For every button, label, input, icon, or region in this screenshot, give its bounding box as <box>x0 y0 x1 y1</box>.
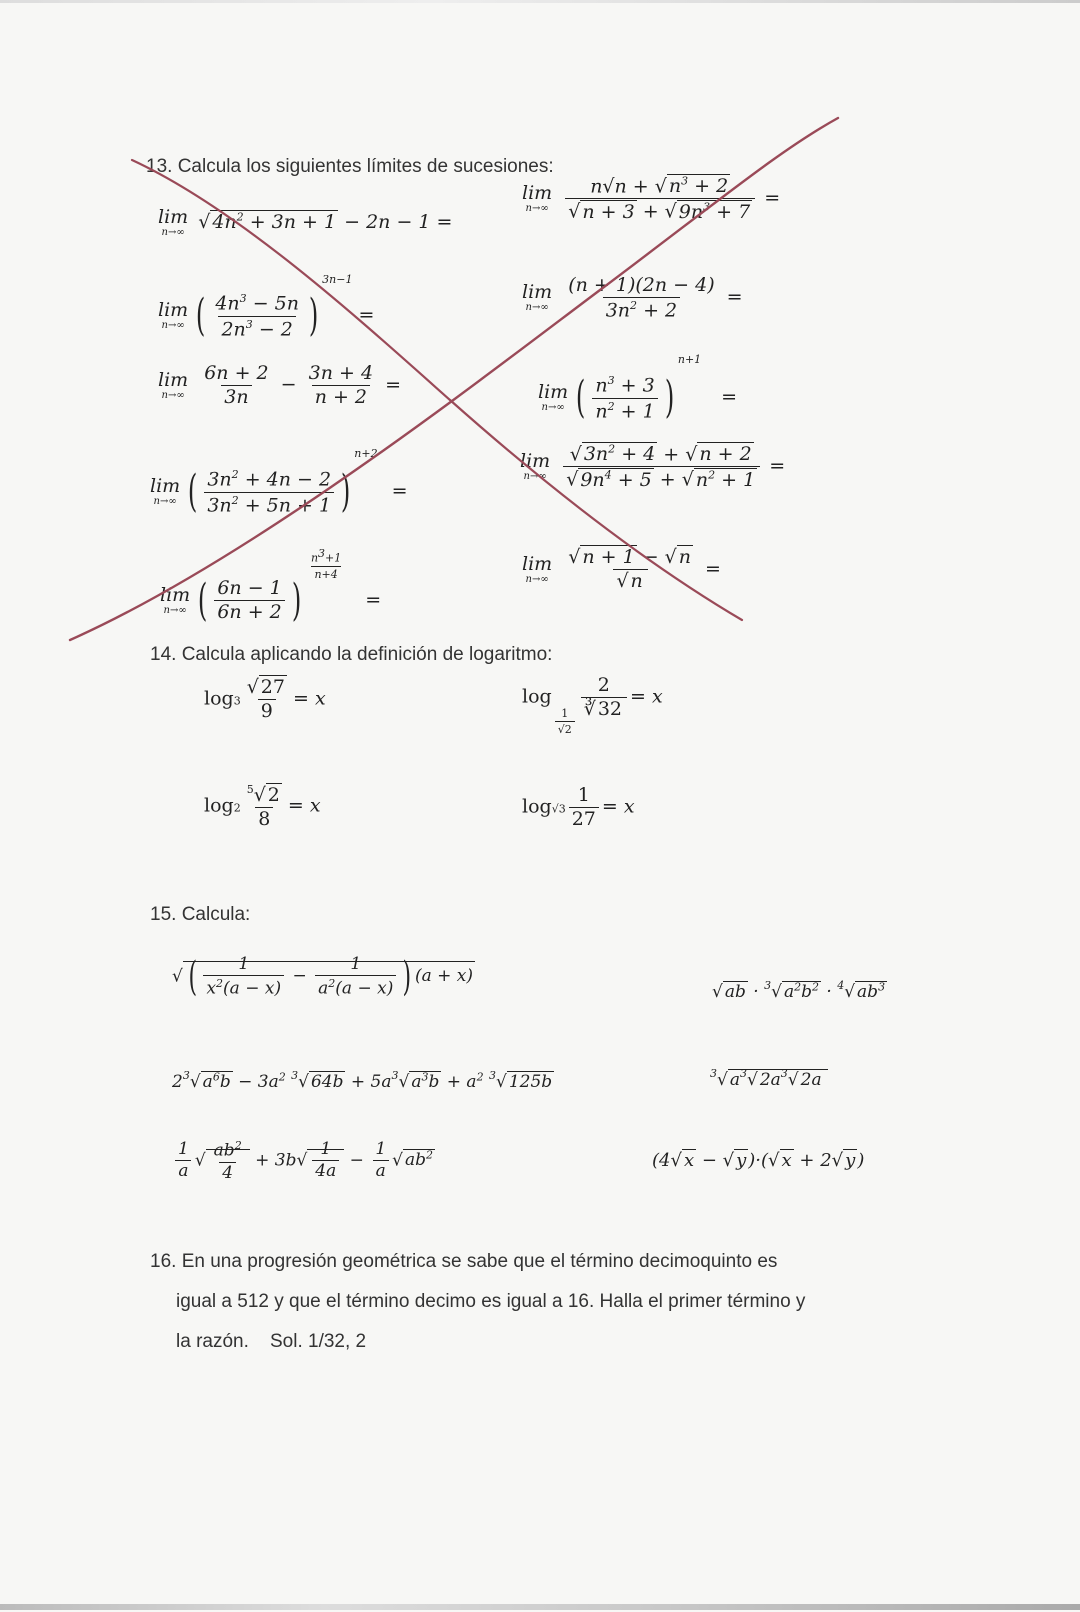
limit-1: lim n→∞ √ $4n^2 + 3n + 1 - 2n - 1$ = <box>158 206 453 238</box>
limit-9: lim n→∞ ( $\frac{6n - 1}{6n + 2}$ ) $\frac{n3+1}{n+4}$ = <box>160 547 382 626</box>
section-16-line-1: 16. En una progresión geométrica se sabe que el término decimoquinto es <box>150 1251 778 1272</box>
section-14-title: 14. Calcula aplicando la definición de logaritmo: <box>150 644 553 665</box>
log-item-3: log2 $\frac{^5√ 2}{8}$ = x <box>204 783 321 830</box>
expr-item-1: √ ( $\frac{1}{x^2(a - x)}$ − $\frac{1}{a^2(a - x)}$ ) (a + x) <box>172 953 473 1000</box>
limit-4: lim n→∞ $\frac{(n + 1)(2n - 4)}{3n^2 + 2}$ = <box>522 274 743 322</box>
expr-item-5: $\frac{1}{a}$ √ $\frac{ab^2}{4}$ + 3b√ $\frac{1}{4a}$ − $\frac{1}{a}$ √ $ab^2$ <box>172 1140 435 1182</box>
section-15-title: 15. Calcula: <box>150 904 251 925</box>
limit-3: lim n→∞ ( $\frac{4n^3 - 5n}{2n^3 - 2}$ )$^{3n-1}$= <box>158 273 375 341</box>
expr-item-3: $2^3√$ $a^6b - 3a^2$ $^3$√ $64b + 5a^3√$ $a^3b + a^2$ $^3$√ 125b <box>172 1069 553 1092</box>
limit-6: lim n→∞ ( $\frac{n^3 + 3}{n^2 + 1}$ )$^{n+1}$= <box>538 353 738 423</box>
limit-5: lim n→∞ $\frac{6n + 2}{3n}$ − $\frac{3n + 4}{n + 2}$ = <box>158 362 401 408</box>
limit-10: lim n→∞ $\frac{√ n + 1 - √ n}{√ n}$ = <box>522 546 721 592</box>
section-16-line-2: igual a 512 y que el término decimo es igual a 16. Halla el primer término y <box>176 1291 806 1312</box>
limit-2: lim n→∞ $\frac{n√n + √ n^3 + 2}{√ n + 3 + √ 9n^3 + 7}$ = <box>522 175 781 223</box>
log-item-1: log3 $\frac{√ 27}{9}$ = x <box>204 676 326 722</box>
limit-7: lim n→∞ ( $\frac{3n^2 + 4n - 2}{3n^2 + 5n + 1}$ )$^{n+2}$= <box>150 447 408 517</box>
log-item-4: log√3 $\frac{1}{27}$ = x <box>522 784 635 830</box>
section-16-line-3: la razón. Sol. 1/32, 2 <box>176 1331 367 1352</box>
expr-item-4: $^3$√ $a^3√$ $2a^3√$ 2a <box>710 1068 828 1089</box>
expr-item-2: √ ab · $^3$√ $a^2b^2 \cdot ^4√$ $ab^3$ <box>712 979 886 1002</box>
section-13-title: 13. Calcula los siguientes límites de sucesiones: <box>146 156 554 177</box>
log-item-2: log $\frac{1}{√2}$ $\frac{2}{∛ 32}$ = x <box>522 674 663 736</box>
expr-item-6: (4√ x − √ y )·(√ x + 2√ y ) <box>652 1150 865 1171</box>
limit-8: lim n→∞ $\frac{√ 3n^2 + 4 + √ n + 2}{√ 9n^4 + 5 + √ n^2 + 1}$ = <box>520 443 786 491</box>
